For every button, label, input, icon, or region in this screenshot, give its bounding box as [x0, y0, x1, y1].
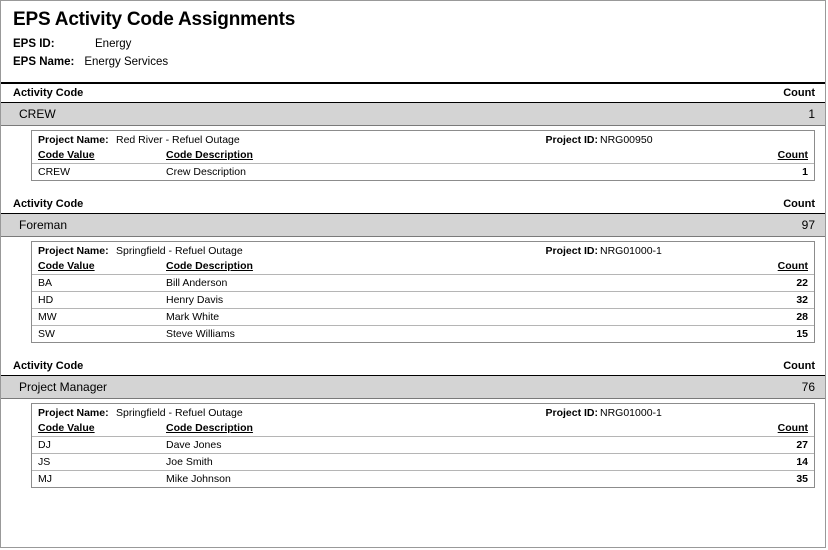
count-header-cell: [748, 422, 808, 434]
group-band: [1, 376, 825, 399]
detail-column-headers: [32, 421, 814, 436]
activity-code-header: Activity Code: [13, 360, 84, 372]
detail-column-headers: [32, 148, 814, 163]
table-row: [32, 291, 814, 308]
count-header: Count: [783, 198, 815, 210]
project-name-label: Project Name:: [38, 245, 109, 257]
project-name-value: Red River - Refuel Outage: [116, 134, 240, 146]
group-column-header: [1, 195, 825, 214]
eps-name-label: EPS Name:: [13, 56, 75, 68]
code-description-header-cell: [166, 422, 748, 434]
group-detail-box: [31, 130, 815, 181]
code-value-header-cell: [38, 260, 166, 272]
table-row: [32, 436, 814, 453]
eps-name-row: [13, 56, 813, 68]
row-code-description: Mark White: [166, 311, 220, 323]
row-code-value: MJ: [38, 473, 52, 485]
code-description-header: Code Description: [166, 422, 253, 434]
row-code-value: CREW: [38, 166, 71, 178]
project-name-label: Project Name:: [38, 134, 109, 146]
code-value-header-cell: [38, 422, 166, 434]
group-count: 97: [801, 218, 815, 232]
row-code-value: BA: [38, 277, 53, 289]
row-code-value: DJ: [38, 439, 51, 451]
activity-code-group: [1, 357, 825, 488]
code-description-header-cell: [166, 149, 748, 161]
project-id-label: Project ID:: [545, 407, 598, 419]
table-row: [32, 274, 814, 291]
group-spacer: [1, 181, 825, 195]
count-header: Count: [783, 87, 815, 99]
row-code-description: Dave Jones: [166, 439, 222, 451]
project-row: [32, 242, 814, 259]
group-column-header: [1, 357, 825, 376]
group-detail-wrapper: [1, 126, 825, 181]
group-name: Foreman: [19, 218, 68, 232]
project-name-value: Springfield - Refuel Outage: [116, 245, 243, 257]
row-code-value: HD: [38, 294, 54, 306]
group-band: [1, 214, 825, 237]
count-header-cell: [748, 260, 808, 272]
code-description-header-cell: [166, 260, 748, 272]
row-code-value: JS: [38, 456, 51, 468]
group-detail-wrapper: [1, 237, 825, 343]
count-header: Count: [783, 360, 815, 372]
row-code-description: Crew Description: [166, 166, 246, 178]
row-count: 1: [802, 166, 808, 178]
row-code-description: Mike Johnson: [166, 473, 231, 485]
eps-id-label: EPS ID:: [13, 38, 55, 50]
row-code-description: Steve Williams: [166, 328, 235, 340]
count-header-cell: [748, 149, 808, 161]
project-id-label: Project ID:: [545, 245, 598, 257]
row-code-description: Joe Smith: [166, 456, 213, 468]
row-count: 28: [796, 311, 808, 323]
group-column-header: [1, 84, 825, 103]
project-row: [32, 131, 814, 148]
group-band: [1, 103, 825, 126]
activity-code-header: Activity Code: [13, 198, 84, 210]
eps-id-row: [13, 38, 813, 50]
code-description-header: Code Description: [166, 149, 253, 161]
code-value-header: Code Value: [38, 260, 95, 272]
table-row: [32, 163, 814, 180]
row-code-description: Bill Anderson: [166, 277, 228, 289]
table-row: [32, 325, 814, 342]
activity-code-group: [1, 195, 825, 343]
group-count: 76: [801, 380, 815, 394]
project-id-value: NRG01000-1: [600, 245, 662, 257]
group-name: CREW: [19, 107, 56, 121]
row-count: 32: [796, 294, 808, 306]
eps-id-value: Energy: [95, 38, 132, 50]
report-header: [1, 1, 825, 80]
detail-column-headers: [32, 259, 814, 274]
code-value-header: Code Value: [38, 422, 95, 434]
eps-name-value: Energy Services: [84, 56, 169, 68]
row-code-description: Henry Davis: [166, 294, 224, 306]
group-detail-box: [31, 403, 815, 488]
table-row: [32, 470, 814, 487]
group-detail-wrapper: [1, 399, 825, 488]
row-code-value: MW: [38, 311, 57, 323]
row-count: 14: [796, 456, 808, 468]
project-id-label: Project ID:: [545, 134, 598, 146]
row-count: 15: [796, 328, 808, 340]
project-name-label: Project Name:: [38, 407, 109, 419]
table-row: [32, 453, 814, 470]
row-count: 22: [796, 277, 808, 289]
row-count: 35: [796, 473, 808, 485]
project-id-value: NRG00950: [600, 134, 653, 146]
activity-code-group: [1, 84, 825, 181]
row-code-value: SW: [38, 328, 55, 340]
detail-count-header: Count: [777, 422, 808, 434]
code-description-header: Code Description: [166, 260, 253, 272]
detail-count-header: Count: [777, 260, 808, 272]
group-count: 1: [808, 107, 815, 121]
project-name-value: Springfield - Refuel Outage: [116, 407, 243, 419]
table-row: [32, 308, 814, 325]
project-row: [32, 404, 814, 421]
code-value-header-cell: [38, 149, 166, 161]
activity-code-header: Activity Code: [13, 87, 84, 99]
group-spacer: [1, 343, 825, 357]
group-detail-box: [31, 241, 815, 343]
project-id-value: NRG01000-1: [600, 407, 662, 419]
detail-count-header: Count: [777, 149, 808, 161]
row-count: 27: [796, 439, 808, 451]
code-value-header: Code Value: [38, 149, 95, 161]
group-name: Project Manager: [19, 380, 108, 394]
page-title: EPS Activity Code Assignments: [13, 9, 296, 30]
